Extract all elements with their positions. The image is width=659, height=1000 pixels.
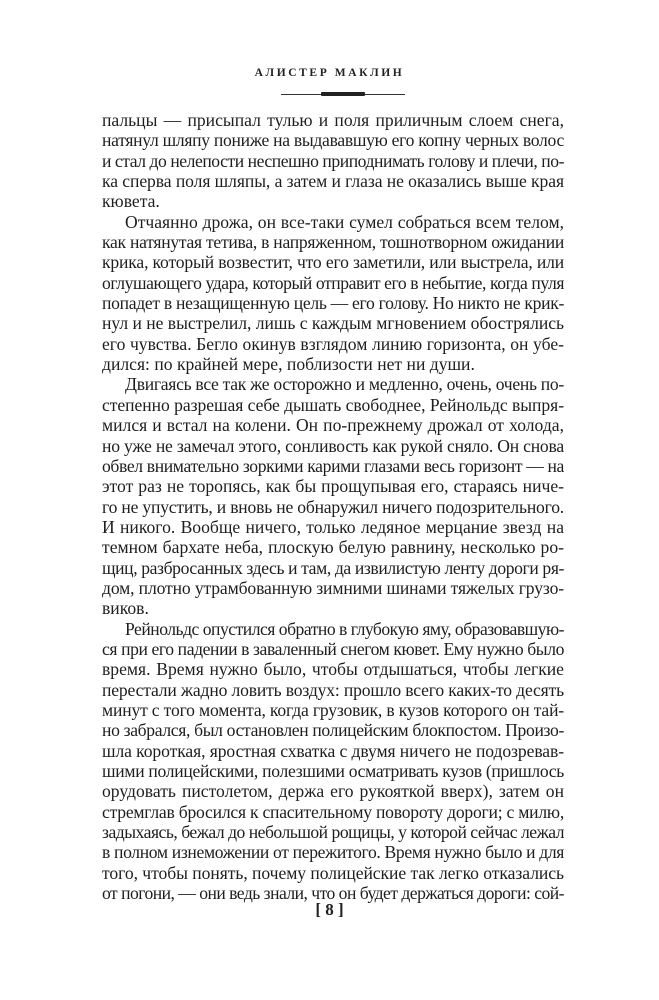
text-line: щиц, разбросанных здесь и там, да извилистую ленту дороги ря- [102,557,564,578]
text-line: Двигаясь все так же осторожно и медленно, очень, очень по- [125,374,564,395]
text-line: перестали жадно ловить воздух: прошло всего каких-то десять [102,679,564,700]
text-line: обвел внимательно зоркими карими глазами весь горизонт — на [102,455,564,476]
header-ornament-rule [281,92,405,96]
text-line: но уже не замечал этого, сонливость как рукой сняло. Он снова [102,435,564,456]
text-line: степенно разрешая себе дышать свободнее, Рейнольдс выпря- [102,394,564,415]
page-number: [ 8 ] [315,900,344,919]
text-line: минут с того момента, когда грузовик, в кузов которого он тай- [102,699,564,720]
text-line: дился: по крайней мере, поблизости нет ни души. [102,354,475,375]
text-line: ка сперва поля шляпы, а затем и глаза не оказались выше края [102,171,564,192]
text-line: от погони, — они ведь знали, что он будет держаться дороги: сой- [102,883,564,904]
ornament-thick-line [321,92,365,96]
text-line: попадет в незащищенную цель — его голову. Но никто не крик- [102,293,564,314]
text-line: его чувства. Бегло окинув взглядом линию горизонта, он убе- [102,333,564,354]
text-line: этот раз не торопясь, как бы прощупывая его, стараясь ниче- [102,476,564,497]
text-line: виков. [102,598,149,619]
text-line: и стал до нелепости неспешно приподнимать голову и плечи, по- [102,150,564,171]
text-line: пальцы — присыпал тулью и поля приличным слоем снега, [102,110,564,130]
text-line: шла короткая, яростная схватка с двумя ничего не подозревав- [102,740,564,761]
text-line: задыхаясь, бежал до небольшой рощицы, у которой сейчас лежал [102,822,564,843]
text-line: шими полицейскими, полезшими осматривать кузов (пришлось [102,761,564,781]
text-line: темном бархате неба, плоскую белую равнину, несколько ро- [102,537,564,558]
text-line: время. Время нужно было, чтобы отдышаться, чтобы легкие [102,659,564,680]
text-line: нул и не выстрелил, лишь с каждым мгновением обострялись [102,313,564,334]
text-line: го не упустить, и вновь не обнаружил ничего подозрительного. [102,496,564,517]
text-line: оглушающего удара, который отправит его в небытие, когда пуля [102,272,564,293]
body-text [102,110,564,903]
text-line: Рейнольдс опустился обратно в глубокую яму, образовавшую- [125,618,564,639]
running-head-author: АЛИСТЕР МАКЛИН [254,67,405,79]
text-line: дом, плотно утрамбованную зимними шинами тяжелых грузо- [102,577,564,598]
text-line: в полном изнеможении от пережитого. Время нужно было и для [102,842,564,863]
text-line: как натянутая тетива, в напряженном, тошнотворном ожидании [102,232,564,253]
text-line: натянул шляпу пониже на выдававшую его копну черных волос [102,130,564,151]
text-line: ся при его падении в заваленный снегом кювет. Ему нужно было [102,638,564,659]
text-line: Отчаянно дрожа, он все-таки сумел собраться всем телом, [125,211,564,232]
text-line: крика, который возвестит, что его заметили, или выстрела, или [102,252,564,273]
text-line: кювета. [102,191,160,212]
text-line: но забрался, был остановлен полицейским блокпостом. Произо- [102,720,564,741]
text-line: того, чтобы понять, почему полицейские так легко отказались [102,862,564,883]
text-line: орудовать пистолетом, держа его рукояткой вверх), затем он [102,781,564,802]
text-line: мился и встал на колени. Он по-прежнему дрожал от холода, [102,415,564,436]
text-line: стремглав бросился к спасительному повороту дороги; с милю, [102,801,564,822]
text-line: И никого. Вообще ничего, только ледяное мерцание звезд на [102,516,564,537]
